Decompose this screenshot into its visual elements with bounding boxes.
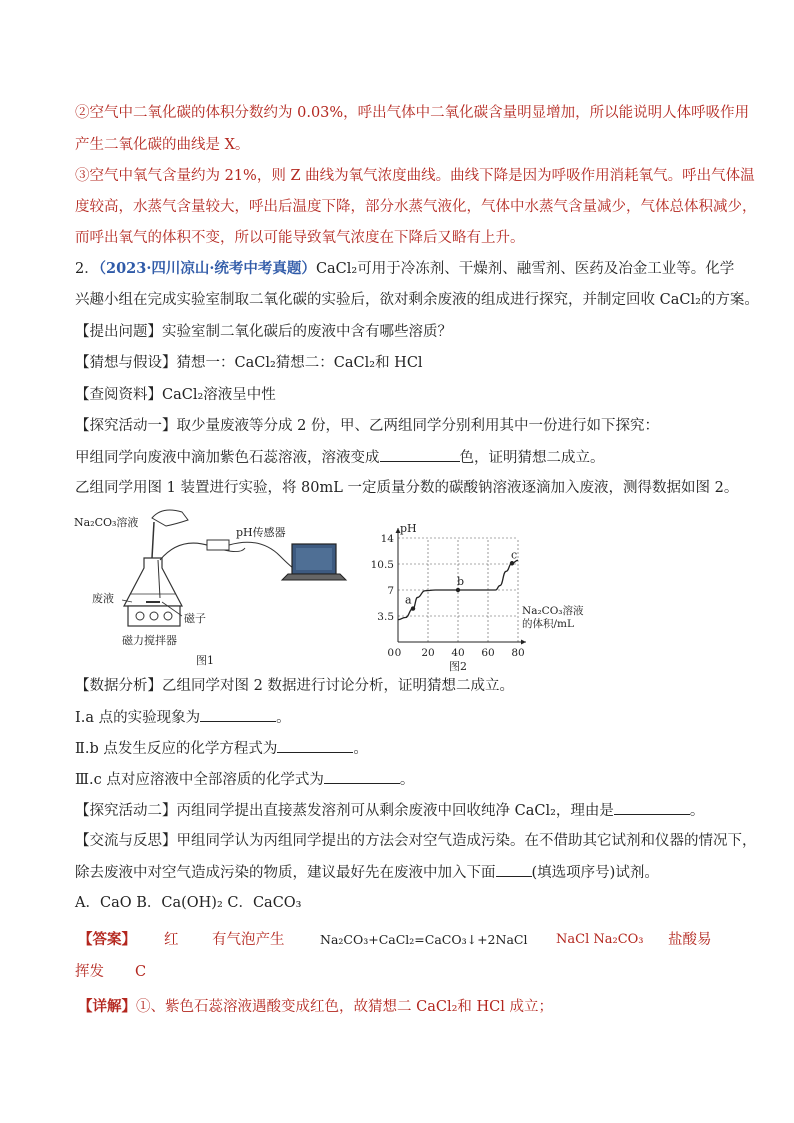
section-ask: 【提出问题】实验室制二氧化碳后的废液中含有哪些溶质？	[75, 324, 452, 340]
figure-2-caption: 图2	[449, 660, 467, 672]
section-reflect-2: 除去废液中对空气造成污染的物质，建议最好先在废液中加入下面 (填选项序号)试剂。	[75, 862, 659, 883]
point-label-b: b	[457, 575, 465, 588]
point-label-c: c	[511, 548, 518, 562]
section-reflect: 【交流与反思】甲组同学认为丙组同学提出的方法会对空气造成污染。在不借助其它试剂和仪器的情况下，	[75, 833, 757, 849]
answer-blank[interactable]	[380, 447, 460, 462]
x-tick-label: 40	[451, 647, 465, 659]
question-source: （2023·四川凉山·统考中考真题）	[98, 260, 316, 277]
question-text: CaCl₂可用于冷冻剂、干燥剂、融雪剂、医药及冶金工业等。化学	[315, 261, 735, 277]
x-tick-label: 0	[394, 647, 402, 659]
explanation-line: 度较高，水蒸气含量较大，呼出后温度下降，部分水蒸气液化，气体中水蒸气含量减少，气体总体积减少，	[75, 199, 757, 215]
explanation-line: 而呼出氧气的体积不变，所以可能导致氧气浓度在下降后又略有上升。	[75, 230, 525, 246]
answer-blank[interactable]	[614, 800, 690, 815]
subquestion-c: Ⅲ.c 点对应溶液中全部溶质的化学式为 。	[75, 769, 414, 790]
answer-blank[interactable]	[277, 738, 353, 753]
y-tick-label: 14	[380, 533, 394, 545]
label-waste: 废液	[92, 592, 114, 605]
figure-2-ph-chart	[360, 514, 640, 672]
y-tick-label: 7	[387, 585, 394, 597]
answer-blank[interactable]	[496, 862, 532, 877]
section-activity-2: 【探究活动二】丙组同学提出直接蒸发溶剂可从剩余废液中回收纯净 CaCl₂，理由是 。	[75, 800, 704, 821]
hand-icon	[152, 510, 188, 526]
subquestion-b: Ⅱ.b 点发生反应的化学方程式为 。	[75, 738, 368, 759]
y-tick-label: 3.5	[377, 611, 394, 623]
figure-1-apparatus	[70, 506, 360, 671]
section-guess: 【猜想与假设】猜想一：CaCl₂猜想二：CaCl₂和 HCl	[75, 355, 423, 371]
answer-blank[interactable]	[324, 769, 400, 784]
point-label-a: a	[405, 593, 412, 607]
x-axis-arrow	[521, 640, 526, 645]
section-analysis: 【数据分析】乙组同学对图 2 数据进行讨论分析，证明猜想二成立。	[75, 678, 514, 694]
y-axis-label: pH	[400, 522, 417, 535]
point-b	[456, 588, 460, 592]
section-activity-1: 【探究活动一】取少量废液等分成 2 份，甲、乙两组同学分别利用其中一份进行如下探究：	[75, 418, 659, 434]
answer-line: 【答案】 红 有气泡产生 Na₂CO₃+CaCl₂=CaCO₃↓+2NaCl NaCl Na₂CO₃ 盐酸易	[78, 931, 712, 948]
y-tick-label: 10.5	[370, 559, 394, 571]
x-tick-label: 80	[511, 647, 525, 659]
origin-label: 0	[387, 647, 394, 659]
answer-label: 【答案】	[78, 931, 136, 948]
subquestion-a: I.a 点的实验现象为 。	[75, 707, 291, 728]
options-line: A．CaO B．Ca(OH)₂ C．CaCO₃	[75, 895, 302, 911]
answer-blank[interactable]	[200, 707, 276, 722]
x-axis-label: Na₂CO₃溶液	[522, 605, 584, 617]
question-header	[75, 259, 734, 279]
yi-group-line: 乙组同学用图 1 装置进行实验，将 80mL 一定质量分数的碳酸钠溶液逐滴加入废液，测得数据如图 2。	[75, 480, 739, 496]
explanation-line: 产生二氧化碳的曲线是 X。	[75, 137, 250, 153]
dropper-icon	[152, 522, 154, 558]
point-a	[411, 606, 415, 610]
point-c	[510, 561, 514, 565]
detail-line: 【详解】①、紫色石蕊溶液遇酸变成红色，故猜想二 CaCl₂和 HCl 成立；	[78, 998, 553, 1015]
label-magnet: 磁子	[184, 612, 206, 625]
answer-line-2: 挥发 C	[75, 964, 147, 980]
x-tick-label: 60	[481, 647, 495, 659]
flask-icon	[124, 558, 182, 606]
explanation-line: ③空气中氧气含量约为 21%，则 Z 曲线为氧气浓度曲线。曲线下降是因为呼吸作用消耗氧气。呼出气体温	[75, 168, 755, 184]
detail-label: 【详解】	[78, 998, 136, 1015]
label-stirrer: 磁力搅拌器	[122, 634, 177, 647]
figure-1-caption: 图1	[196, 654, 214, 667]
jia-group-line: 甲组同学向废液中滴加紫色石蕊溶液，溶液变成 色，证明猜想二成立。	[75, 447, 605, 468]
label-ph: pH传感器	[236, 526, 286, 539]
section-lookup: 【查阅资料】CaCl₂溶液呈中性	[75, 387, 276, 403]
ph-sensor-icon	[207, 540, 229, 550]
x-axis-label: 的体积/mL	[522, 618, 574, 630]
equation: Na₂CO₃+CaCl₂=CaCO₃↓+2NaCl	[320, 932, 528, 947]
label-na2co3: Na₂CO₃溶液	[74, 516, 139, 529]
explanation-line: ②空气中二氧化碳的体积分数约为 0.03%，呼出气体中二氧化碳含量明显增加，所以能说明人体呼吸作用	[75, 105, 750, 121]
x-tick-label: 20	[421, 647, 435, 659]
question-number: 2．	[75, 261, 99, 277]
question-text: 兴趣小组在完成实验室制取二氧化碳的实验后，欲对剩余废液的组成进行探究，并制定回收 CaCl₂的方案。	[75, 292, 759, 308]
